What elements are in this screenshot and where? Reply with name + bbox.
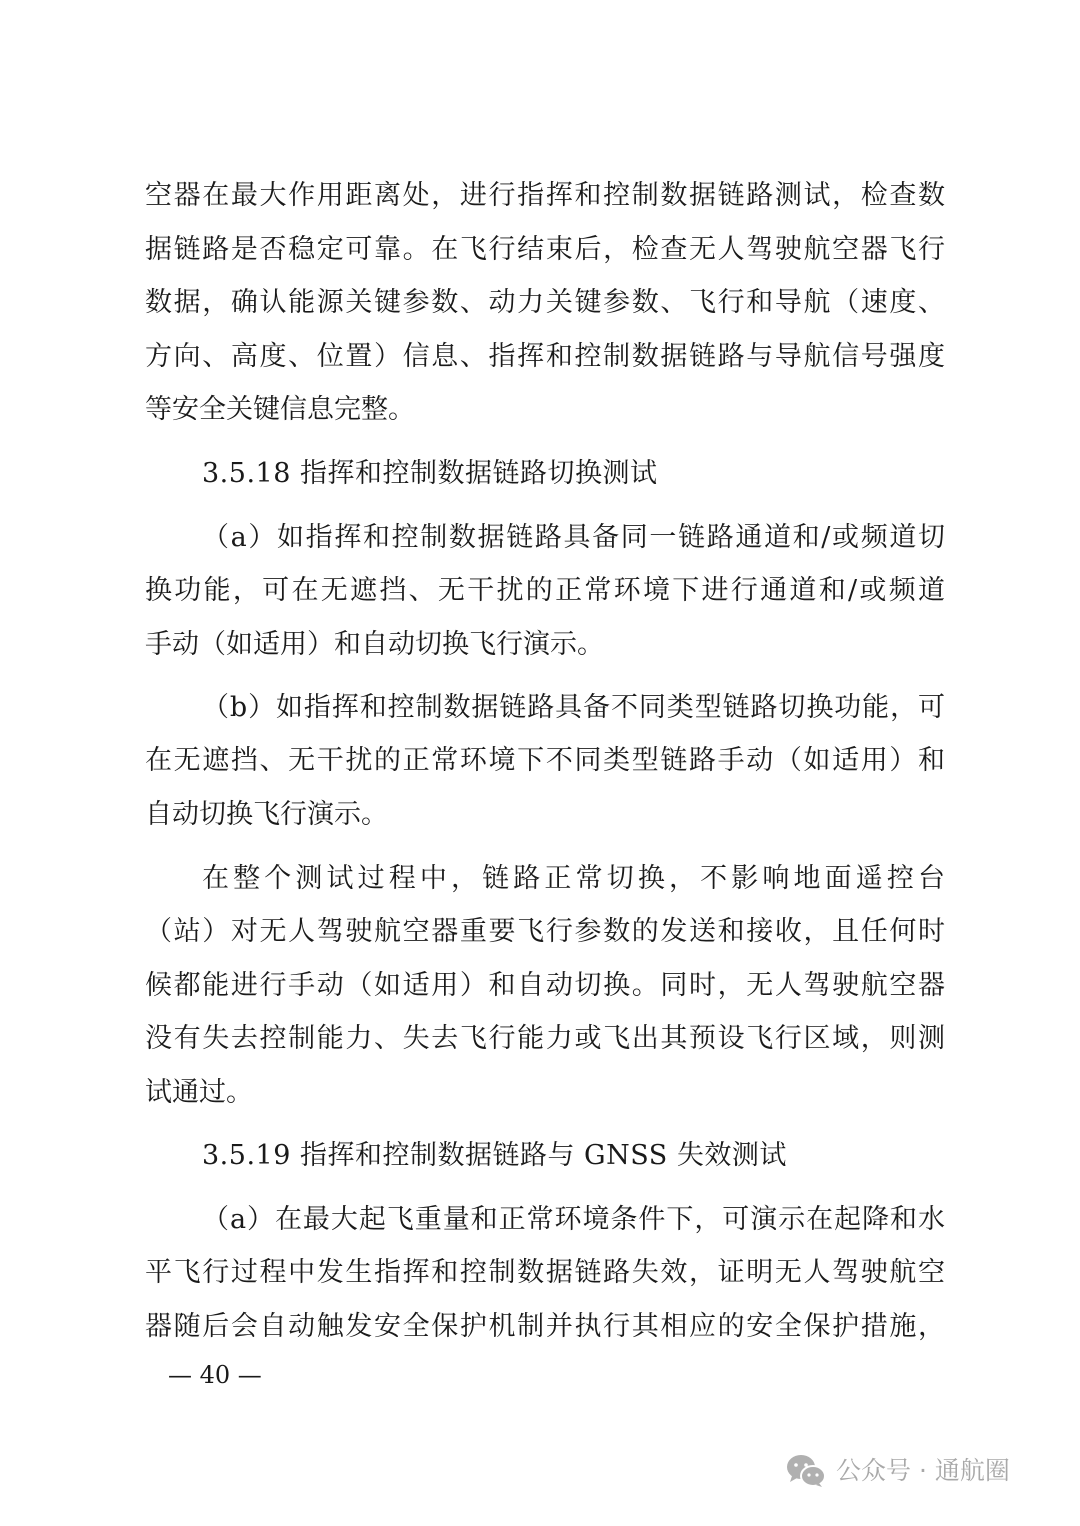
text-line: 等安全关键信息完整。 <box>145 394 415 425</box>
page-number: — 40 — <box>168 1361 262 1389</box>
watermark-text: 公众号 · 通航圈 <box>836 1456 1010 1485</box>
text-line: 在整个测试过程中，链路正常切换，不影响地面遥控台 <box>202 863 945 894</box>
text-line: 没有失去控制能力、失去飞行能力或飞出其预设飞行区域，则测 <box>145 1023 945 1054</box>
text-line: （a）如指挥和控制数据链路具备同一链路通道和/或频道切 <box>202 522 945 553</box>
text-line: （b）如指挥和控制数据链路具备不同类型链路切换功能，可 <box>202 692 945 723</box>
text-line: 数据，确认能源关键参数、动力关键参数、飞行和导航（速度、 <box>145 287 945 318</box>
text-line: 在无遮挡、无干扰的正常环境下不同类型链路手动（如适用）和 <box>145 745 945 776</box>
text-line: 自动切换飞行演示。 <box>145 799 388 830</box>
text-line: （站）对无人驾驶航空器重要飞行参数的发送和接收，且任何时 <box>145 916 945 947</box>
text-line: 空器在最大作用距离处，进行指挥和控制数据链路测试，检查数 <box>145 180 945 211</box>
text-line: 器随后会自动触发安全保护机制并执行其相应的安全保护措施， <box>145 1311 945 1342</box>
text-line: 平飞行过程中发生指挥和控制数据链路失效，证明无人驾驶航空 <box>145 1257 945 1288</box>
text-line: 候都能进行手动（如适用）和自动切换。同时，无人驾驶航空器 <box>145 970 945 1001</box>
section-heading: 3.5.18 指挥和控制数据链路切换测试 <box>202 458 658 489</box>
text-line: （a）在最大起飞重量和正常环境条件下，可演示在起降和水 <box>202 1204 945 1235</box>
text-line: 方向、高度、位置）信息、指挥和控制数据链路与导航信号强度 <box>145 341 945 372</box>
text-line: 换功能，可在无遮挡、无干扰的正常环境下进行通道和/或频道 <box>145 575 945 606</box>
section-heading: 3.5.19 指挥和控制数据链路与 GNSS 失效测试 <box>202 1140 787 1171</box>
text-line: 手动（如适用）和自动切换飞行演示。 <box>145 629 604 660</box>
wechat-icon <box>786 1454 826 1488</box>
text-line: 试通过。 <box>145 1077 253 1108</box>
watermark <box>786 1454 1010 1488</box>
text-line: 据链路是否稳定可靠。在飞行结束后，检查无人驾驶航空器飞行 <box>145 234 945 265</box>
